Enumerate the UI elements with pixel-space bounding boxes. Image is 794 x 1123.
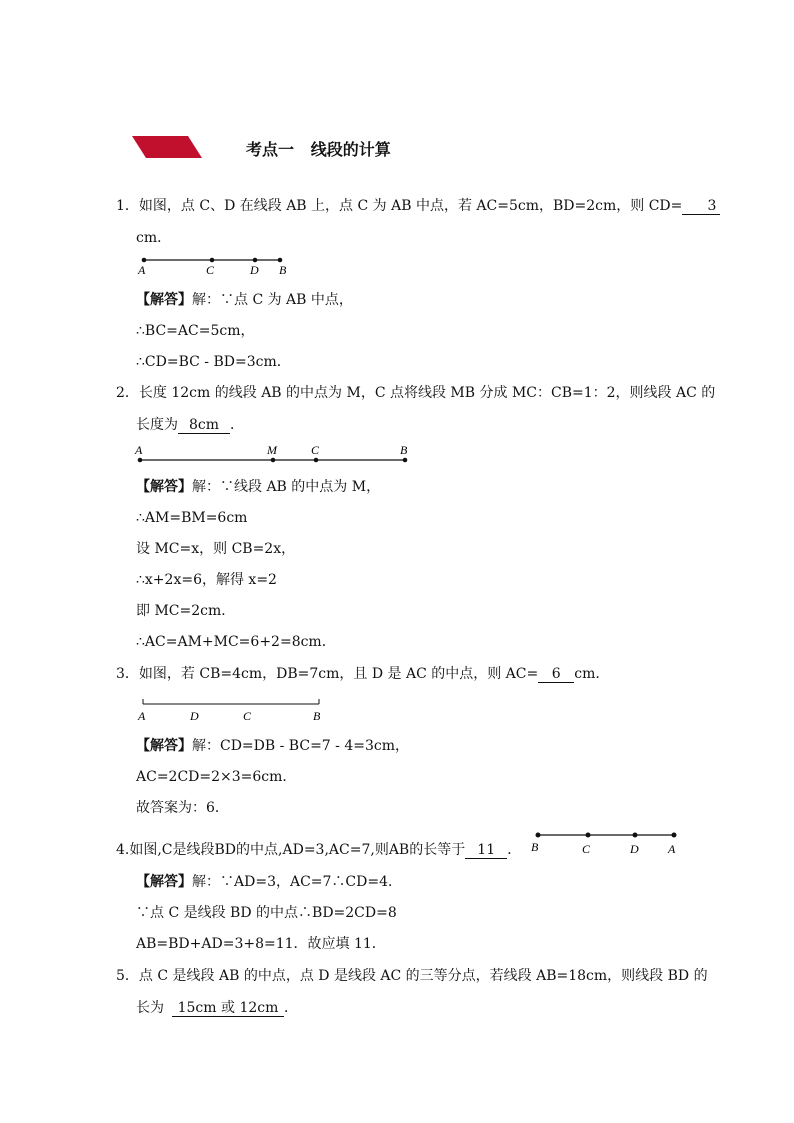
- label-a: A: [135, 443, 143, 457]
- label-b: B: [279, 263, 287, 277]
- point-a: [138, 458, 143, 463]
- point-d: [253, 258, 258, 263]
- q5-answer: 15cm 或 12cm: [172, 1000, 284, 1017]
- point-b: [278, 258, 283, 263]
- q2-solution-6: ∴AC=AM+MC=6+2=8cm．: [136, 634, 336, 650]
- q3-solution-2: AC=2CD=2×3=6cm．: [136, 769, 297, 785]
- q1-solution-3: ∴CD=BC - BD=3cm．: [136, 354, 291, 370]
- label-a: A: [138, 263, 146, 277]
- q2-solution-1: 【解答】解：∵线段 AB 的中点为 M，: [136, 479, 381, 495]
- q2-solution-5: 即 MC=2cm．: [136, 603, 236, 619]
- point-m: [271, 458, 276, 463]
- q4-solution-1: 【解答】解：∵AD=3，AC=7∴CD=4．: [136, 874, 403, 890]
- point-c: [586, 833, 591, 838]
- section-banner: [132, 136, 202, 158]
- point-a: [672, 833, 677, 838]
- label-c: C: [582, 842, 591, 856]
- q3-text: 3．如图，若 CB=4cm，DB=7cm，且 D 是 AC 的中点，则 AC= 6 cm．: [116, 666, 610, 682]
- label-c: C: [311, 443, 320, 457]
- q4-figure: [528, 826, 688, 856]
- q4-solution-3: AB=BD+AD=3+8=11．故应填 11．: [136, 936, 386, 952]
- label-b: B: [400, 443, 408, 457]
- q1-text: 1．如图，点 C、D 在线段 AB 上，点 C 为 AB 中点，若 AC=5cm，BD=2cm，则 CD= 3: [116, 196, 720, 216]
- q1-solution-2: ∴BC=AC=5cm，: [136, 323, 255, 339]
- q5-text: 5．点 C 是线段 AB 的中点，点 D 是线段 AC 的三等分点，若线段 AB=18cm，则线段 BD 的: [116, 968, 708, 984]
- q1-figure: [136, 252, 296, 282]
- q3-solution-1: 【解答】解：CD=DB - BC=7 - 4=3cm，: [136, 738, 409, 754]
- q3-answer: 6: [538, 666, 574, 683]
- q2-solution-2: ∴AM=BM=6cm: [136, 510, 248, 526]
- q3-solution-3: 故答案为：6．: [136, 800, 229, 816]
- point-a: [142, 258, 147, 263]
- point-b: [536, 833, 541, 838]
- label-b: B: [531, 840, 539, 854]
- q4-text: 4.如图,C是线段BD的中点,AD=3,AC=7,则AB的长等于 11 ．: [116, 842, 522, 858]
- label-c: C: [243, 709, 252, 723]
- label-c: C: [206, 263, 215, 277]
- q1-unit: cm．: [136, 230, 172, 246]
- section-title: 考点一 线段的计算: [246, 140, 391, 159]
- q1-answer: 3: [682, 198, 720, 215]
- point-b: [403, 458, 408, 463]
- point-c: [210, 258, 215, 263]
- q2-solution-3: 设 MC=x，则 CB=2x，: [136, 541, 296, 557]
- q2-text: 2．长度 12cm 的线段 AB 的中点为 M，C 点将线段 MB 分成 MC：CB=1：2，则线段 AC 的: [116, 385, 716, 401]
- point-c: [314, 458, 319, 463]
- q1-solution-1: 【解答】解：∵点 C 为 AB 中点，: [136, 292, 353, 308]
- q2-text-2: 长度为 8cm ．: [136, 417, 244, 433]
- label-a: A: [138, 709, 146, 723]
- q5-text-2: 长为 15cm 或 12cm ．: [136, 1000, 298, 1016]
- point-d: [633, 833, 638, 838]
- label-a: A: [668, 842, 676, 856]
- label-d: D: [250, 263, 259, 277]
- q4-answer: 11: [465, 842, 507, 859]
- label-d: D: [630, 842, 639, 856]
- q2-figure: [134, 442, 414, 468]
- label-b: B: [313, 709, 321, 723]
- q2-solution-4: ∴x+2x=6，解得 x=2: [136, 572, 277, 588]
- q4-solution-2: ∵点 C 是线段 BD 的中点∴BD=2CD=8: [136, 905, 397, 921]
- q2-answer: 8cm: [178, 417, 230, 434]
- label-d: D: [190, 709, 199, 723]
- q3-figure: [136, 698, 336, 726]
- label-m: M: [267, 443, 277, 457]
